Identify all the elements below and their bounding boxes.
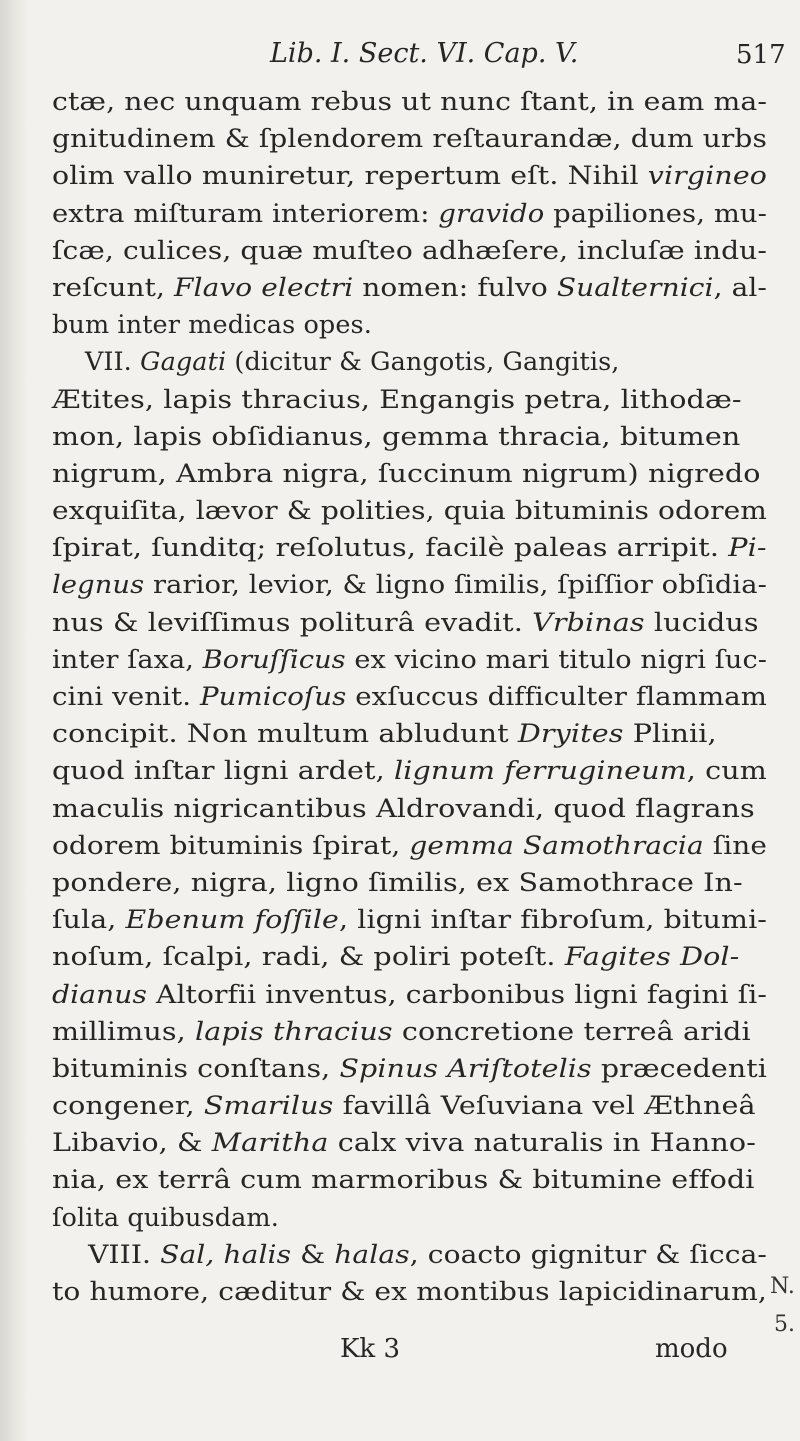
italic-term: lignum ferrugineum [393, 756, 687, 787]
text-run: & [291, 1239, 335, 1270]
text-run: Altorfii inventus, carbonibus ligni fagini ſi- [147, 979, 767, 1010]
line-content [52, 1051, 767, 1088]
text-line [52, 1051, 772, 1088]
text-line [52, 382, 772, 419]
italic-term: Pi- [728, 533, 767, 564]
line-content [52, 270, 767, 307]
text-run: concretione terreâ aridi [392, 1016, 751, 1047]
line-content [52, 1200, 279, 1237]
text-run: to humore, cæditur & ex montibus lapicidinarum, [52, 1277, 767, 1307]
text-run: favillâ Veſuviana vel Æthneâ [333, 1091, 756, 1122]
text-run: ex vicino mari titulo nigri ſuc- [345, 644, 768, 675]
text-run: bituminis conſtans, [52, 1053, 340, 1084]
text-run: nomen: fulvo [353, 272, 557, 303]
italic-term: gemma Samothracia [409, 830, 704, 861]
text-run: pondere, nigra, ligno ſimilis, ex Samothrace In- [52, 867, 743, 898]
text-line [52, 902, 772, 939]
text-run: mon, lapis obſidianus, gemma thracia, bitumen [52, 421, 741, 452]
text-line [52, 1162, 772, 1199]
line-content [52, 233, 767, 270]
signature-mark: Kk 3 [340, 1334, 400, 1364]
text-run: , coacto gignitur & ſicca- [409, 1239, 767, 1270]
line-content [52, 493, 767, 530]
text-run: exſuccus difficulter flammam [346, 682, 767, 712]
italic-term: Smarilus [203, 1091, 334, 1122]
text-run: gnitudinem & ſplendorem reſtaurandæ, dum urbs [52, 124, 767, 155]
text-run: ctæ, nec unquam rebus ut nunc ſtant, in eam ma- [52, 87, 767, 117]
line-content [52, 679, 767, 716]
line-content [52, 605, 759, 642]
text-run: Plinii, [623, 719, 717, 750]
text-run: rarior, levior, & ligno ſimilis, ſpiſſior obſidia- [144, 570, 768, 601]
line-content [52, 196, 767, 233]
text-line [52, 679, 772, 716]
italic-term: gravido [438, 198, 545, 229]
text-run: nigrum, Ambra nigra, ſuccinum nigrum) nigredo [52, 458, 761, 489]
italic-term: Fagites Dol- [564, 942, 740, 973]
text-line [52, 233, 772, 270]
text-line [52, 828, 772, 865]
italic-term: Sal, halis [160, 1239, 292, 1270]
text-line [52, 84, 772, 121]
text-run: præcedenti [591, 1053, 767, 1084]
running-title: Lib. I. Sect. VI. Cap. V. [270, 38, 579, 69]
italic-term: Flavo electri [174, 272, 354, 303]
text-run: , al- [713, 272, 767, 303]
text-line [52, 1274, 772, 1311]
italic-term: Spinus Ariſtotelis [339, 1053, 592, 1084]
italic-term: Boruſſicus [202, 644, 346, 675]
italic-term: legnus [52, 570, 145, 601]
text-run: odorem bituminis ſpirat, [52, 830, 410, 861]
text-run: maculis nigricantibus Aldrovandi, quod flagrans [52, 793, 755, 824]
page-gutter [0, 0, 28, 1441]
italic-term: Vrbinas [532, 607, 645, 638]
text-run: nus & leviſſimus politurâ evadit. [52, 607, 533, 638]
text-line [52, 977, 772, 1014]
italic-term: lapis thracius [195, 1016, 393, 1047]
signature-line [0, 1334, 800, 1374]
text-line [52, 419, 772, 456]
italic-term: dianus [52, 979, 148, 1010]
text-run: , ligni inſtar fibroſum, bitumi- [338, 905, 767, 936]
italic-term: Dryites [517, 719, 624, 750]
text-run: ſpirat, ſunditq; reſolutus, facilè paleas arripit. [52, 533, 729, 564]
text-run: inter ſaxa, [52, 644, 203, 675]
text-line [52, 307, 772, 344]
catchword: modo [655, 1334, 728, 1364]
text-line [52, 605, 772, 642]
line-content [52, 121, 767, 158]
text-run: VIII. [52, 1239, 161, 1270]
line-content [52, 753, 767, 790]
text-line [52, 1088, 772, 1125]
line-content [52, 530, 767, 567]
text-line [52, 493, 772, 530]
line-content [52, 828, 767, 865]
text-run: Ætites, lapis thracius, Engangis petra, lithodæ- [52, 384, 742, 415]
text-line [52, 791, 772, 828]
line-content [52, 456, 761, 493]
italic-term: Pumicoſus [199, 682, 347, 712]
line-content [52, 865, 743, 902]
text-run: , cum [686, 756, 767, 787]
line-content [52, 939, 739, 976]
line-content [52, 307, 372, 344]
text-line [52, 567, 772, 604]
text-run: cini venit. [52, 682, 200, 712]
italic-term: Gagati [140, 347, 227, 378]
text-run: noſum, ſcalpi, radi, & poliri poteſt. [52, 942, 565, 973]
line-content [52, 642, 767, 679]
text-run: millimus, [52, 1016, 196, 1047]
line-content [52, 791, 755, 828]
text-run: congener, [52, 1091, 204, 1122]
italic-term: virgineo [647, 161, 767, 192]
line-content [52, 158, 767, 195]
body-text [52, 84, 772, 1311]
line-content [52, 419, 740, 456]
text-line [52, 270, 772, 307]
italic-term: Ebenum foſſile [125, 905, 339, 936]
text-run: extra miſturam interiorem: [52, 198, 439, 229]
text-run: bum inter medicas opes. [52, 310, 372, 341]
line-content [52, 382, 742, 419]
line-content [52, 1237, 767, 1274]
text-run: calx viva naturalis in Hanno- [328, 1128, 756, 1159]
text-line [52, 1014, 772, 1051]
line-content [52, 1014, 751, 1051]
text-line [52, 121, 772, 158]
margin-note: 5. [774, 1312, 795, 1337]
text-run: ſcæ, culices, quæ muſteo adhæſere, incluſæ indu- [52, 235, 767, 266]
line-content [52, 567, 767, 604]
text-run: ſula, [52, 905, 126, 936]
line-content [52, 344, 620, 381]
text-line [52, 939, 772, 976]
text-run: olim vallo muniretur, repertum eſt. Nihil [52, 161, 648, 192]
line-content [52, 84, 767, 121]
text-run: exquiſita, lævor & polities, quia bituminis odorem [52, 496, 767, 527]
line-content [52, 902, 767, 939]
text-line [52, 716, 772, 753]
text-line [52, 456, 772, 493]
line-content [52, 1162, 755, 1199]
text-line [52, 865, 772, 902]
line-content [52, 1274, 767, 1311]
text-run: ſine [703, 830, 767, 861]
line-content [52, 1088, 756, 1125]
text-run: nia, ex terrâ cum marmoribus & bitumine effodi [52, 1165, 755, 1196]
line-content [52, 977, 767, 1014]
italic-term: halas [334, 1239, 410, 1270]
text-run: lucidus [644, 607, 759, 638]
text-line [52, 753, 772, 790]
text-run: reſcunt, [52, 272, 175, 303]
text-line [52, 530, 772, 567]
text-line [52, 158, 772, 195]
line-content [52, 716, 717, 753]
text-run: Libavio, & [52, 1128, 212, 1159]
text-run: VII. [52, 347, 141, 378]
text-line [52, 642, 772, 679]
text-run: ſolita quibusdam. [52, 1202, 279, 1233]
text-run: concipit. Non multum abludunt [52, 719, 518, 750]
text-line [52, 1237, 772, 1274]
text-line [52, 1125, 772, 1162]
margin-note: N. [770, 1274, 795, 1299]
text-line [52, 344, 772, 381]
text-run: (dicitur & Gangotis, Gangitis, [226, 347, 620, 378]
page-number: 517 [736, 40, 786, 70]
text-run: papiliones, mu- [544, 198, 767, 229]
text-run: quod inſtar ligni ardet, [52, 756, 394, 787]
text-line [52, 196, 772, 233]
italic-term: Maritha [211, 1128, 329, 1159]
italic-term: Sualternici [556, 272, 714, 303]
text-line [52, 1200, 772, 1237]
line-content [52, 1125, 756, 1162]
page-header [0, 38, 800, 78]
